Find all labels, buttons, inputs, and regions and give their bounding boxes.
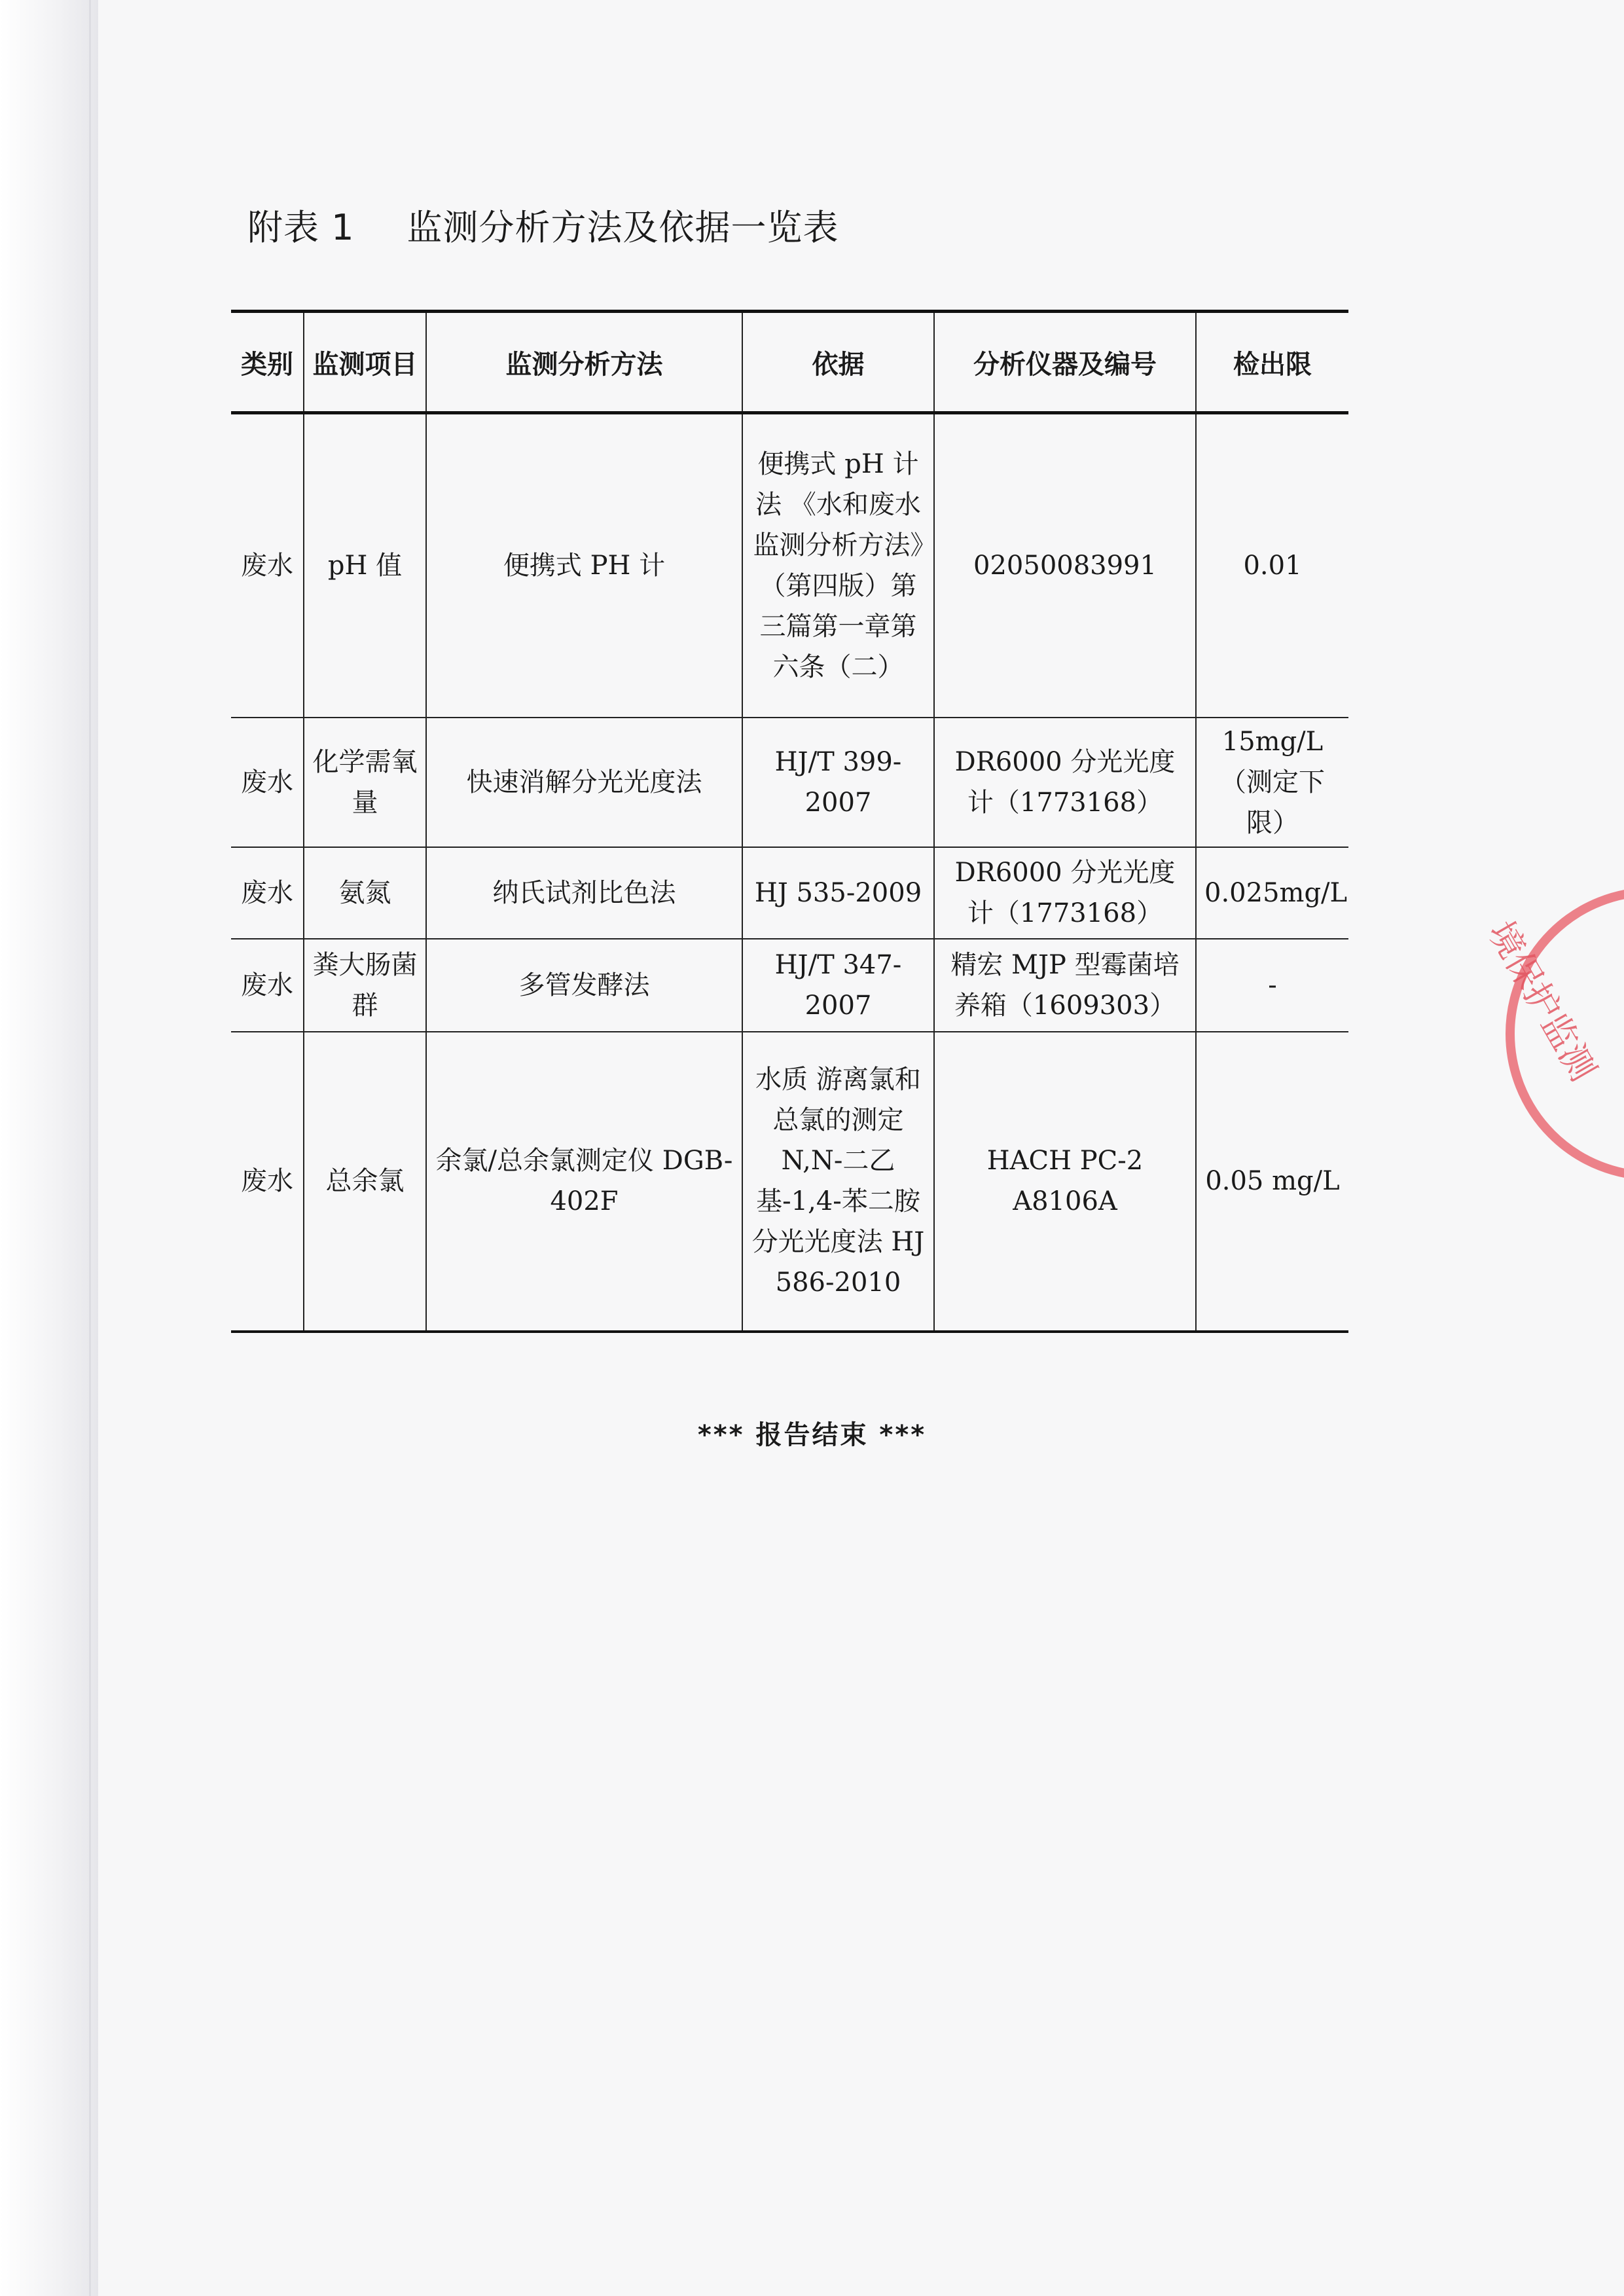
cell-instrument: 精宏 MJP 型霉菌培养箱（1609303） [934,939,1196,1032]
table-row [231,1032,1348,1332]
cell-instrument: 02050083991 [934,413,1196,718]
header-basis: 依据 [742,312,934,413]
cell-method: 多管发酵法 [426,939,742,1032]
cell-category: 废水 [231,718,304,847]
table-header-row [231,312,1348,413]
table-row [231,413,1348,718]
header-limit: 检出限 [1196,312,1348,413]
cell-category: 废水 [231,939,304,1032]
cell-basis: HJ/T 347-2007 [742,939,934,1032]
cell-limit: 15mg/L （测定下限） [1196,718,1348,847]
cell-item: 粪大肠菌群 [304,939,426,1032]
cell-item: 化学需氧量 [304,718,426,847]
page-title [247,200,839,250]
cell-basis: HJ 535-2009 [742,847,934,939]
cell-method: 便携式 PH 计 [426,413,742,718]
cell-limit: 0.025mg/L [1196,847,1348,939]
table-row [231,939,1348,1032]
cell-instrument: DR6000 分光光度计（1773168） [934,718,1196,847]
cell-basis: 水质 游离氯和总氯的测定 N,N-二乙基-1,4-苯二胺分光光度法 HJ 586-2010 [742,1032,934,1332]
page-fold-line [89,0,91,2296]
cell-limit: 0.05 mg/L [1196,1032,1348,1332]
cell-method: 余氯/总余氯测定仪 DGB-402F [426,1032,742,1332]
cell-limit: 0.01 [1196,413,1348,718]
cell-basis: 便携式 pH 计法 《水和废水监测分析方法》（第四版）第三篇第一章第六条（二） [742,413,934,718]
header-instrument: 分析仪器及编号 [934,312,1196,413]
cell-item: pH 值 [304,413,426,718]
cell-category: 废水 [231,847,304,939]
bleed-through-text [209,406,228,475]
header-item: 监测项目 [304,312,426,413]
cell-method: 快速消解分光光度法 [426,718,742,847]
cell-item: 氨氮 [304,847,426,939]
cell-category: 废水 [231,1032,304,1332]
table-row [231,718,1348,847]
cell-instrument: DR6000 分光光度计（1773168） [934,847,1196,939]
header-category: 类别 [231,312,304,413]
cell-item: 总余氯 [304,1032,426,1332]
table-row [231,847,1348,939]
cell-basis: HJ/T 399-2007 [742,718,934,847]
page-fold-shadow [0,0,98,2296]
report-end-marker: *** 报告结束 *** [697,1420,927,1450]
seal-text: 境保护监测 [1479,914,1604,1088]
cell-limit: - [1196,939,1348,1032]
cell-method: 纳氏试剂比色法 [426,847,742,939]
methods-table [231,310,1348,1333]
cell-instrument: HACH PC-2 A8106A [934,1032,1196,1332]
cell-category: 废水 [231,413,304,718]
title-label: 附表 1 [247,207,355,248]
header-method: 监测分析方法 [426,312,742,413]
title-text: 监测分析方法及依据一览表 [406,207,839,248]
